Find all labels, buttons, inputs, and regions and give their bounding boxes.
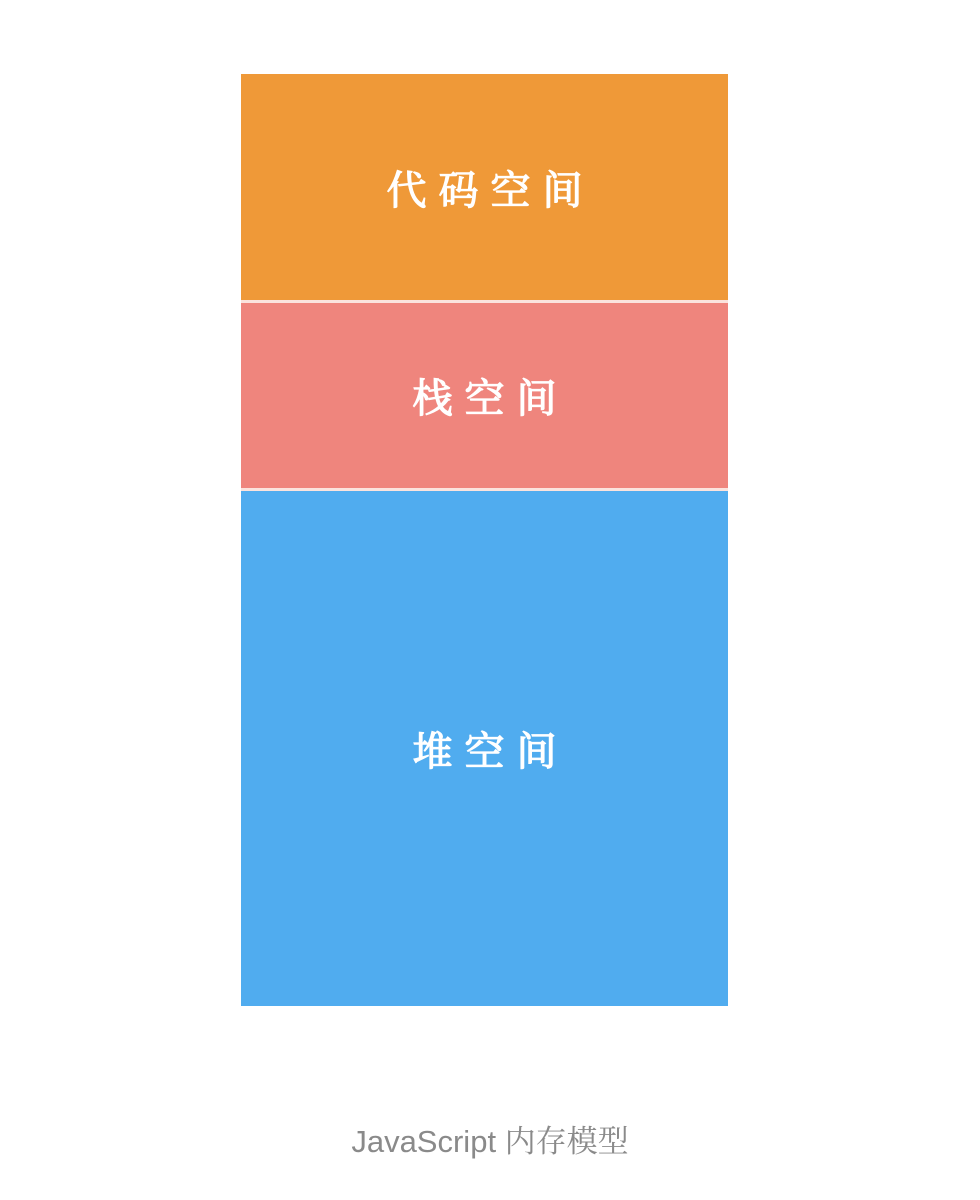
heap-space-label: 堆空间 bbox=[412, 729, 569, 775]
diagram-caption: JavaScript 内存模型 bbox=[351, 1124, 629, 1159]
code-space-label: 代码空间 bbox=[386, 167, 595, 214]
stack-space-region bbox=[241, 303, 728, 488]
heap-space-region bbox=[241, 491, 728, 1006]
stack-space-label: 栈空间 bbox=[412, 376, 569, 422]
code-space-region bbox=[241, 74, 728, 300]
memory-model-diagram bbox=[241, 74, 728, 1006]
